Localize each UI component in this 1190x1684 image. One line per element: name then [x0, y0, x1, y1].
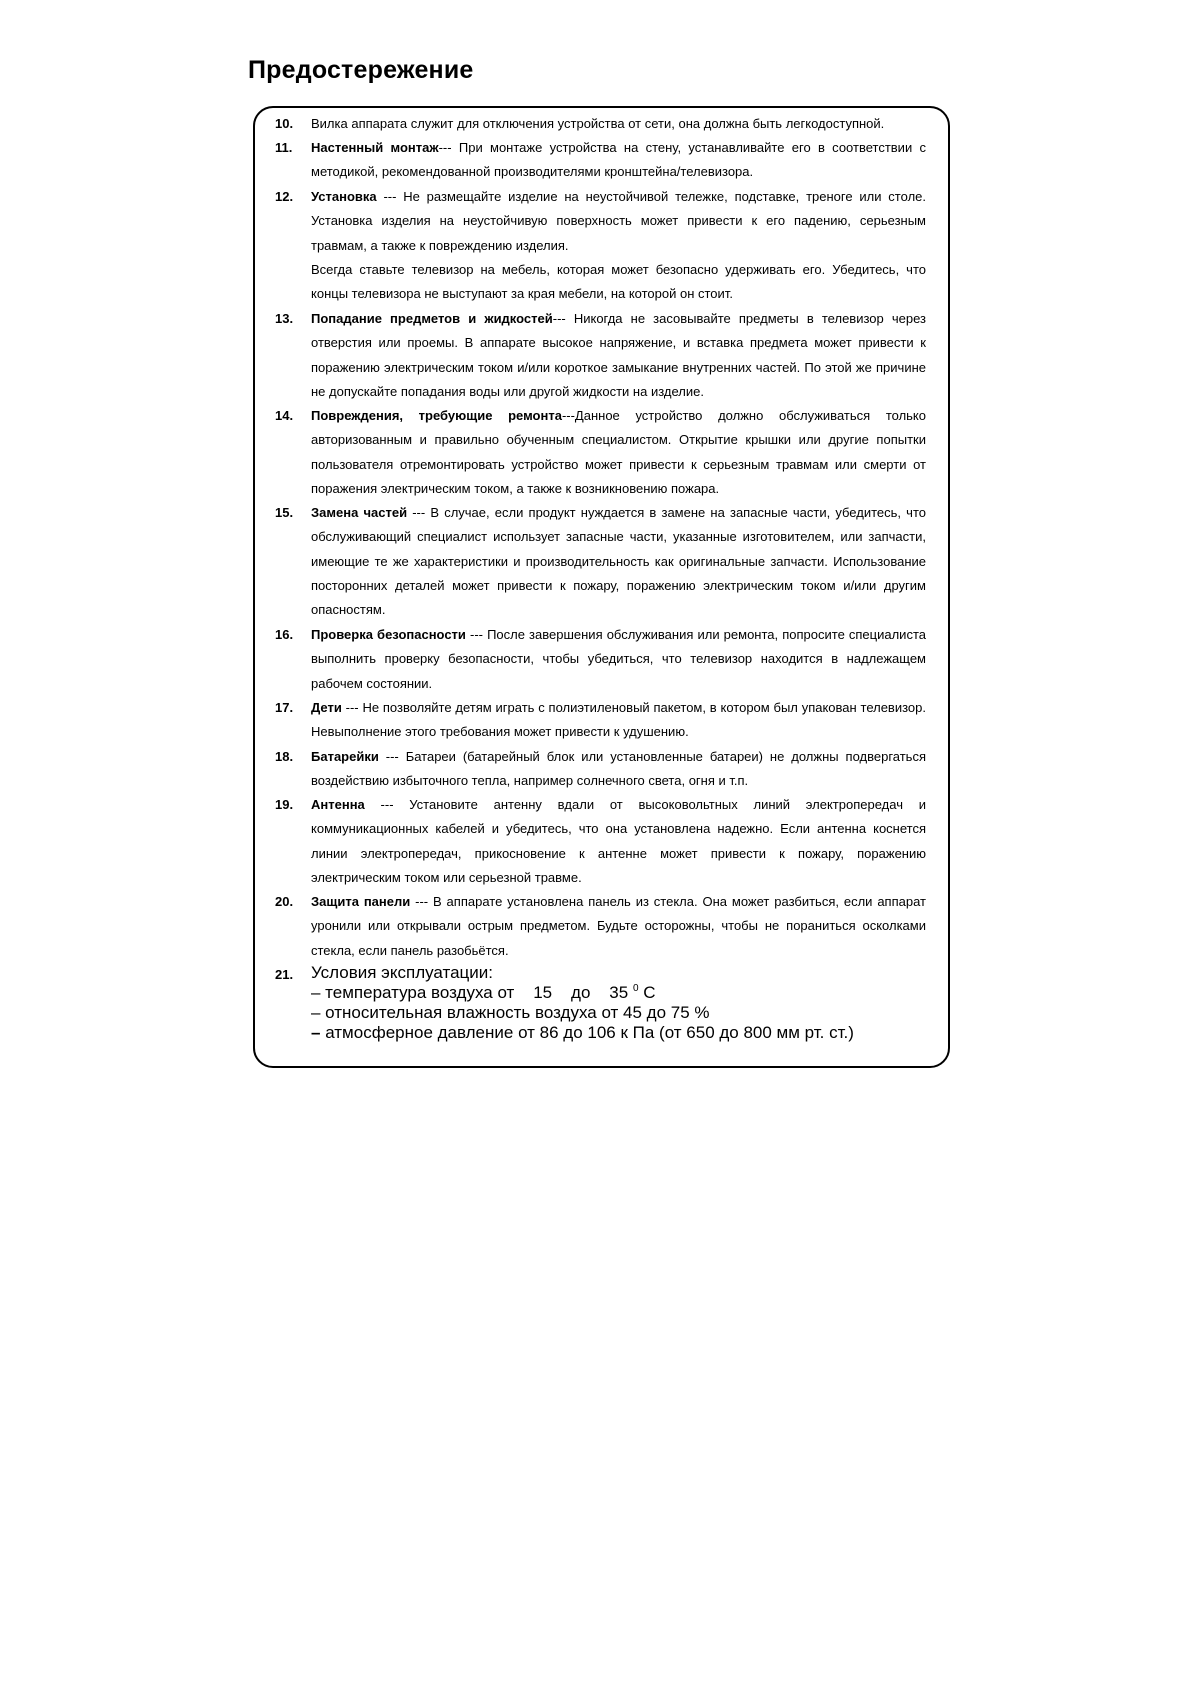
item-number: 16.	[275, 627, 294, 642]
item-number: 15.	[275, 505, 294, 520]
item-label: Антенна	[311, 797, 365, 812]
item-text: Проверка безопасности --- После завершения обслуживания или ремонта, попросите специалиста выполнить проверку безопасности, чтобы убедиться, что телевизор находится в надлежащем рабочем состоянии.	[311, 627, 926, 691]
item-text: Вилка аппарата служит для отключения устройства от сети, она должна быть легкодоступной.	[311, 116, 885, 131]
item-label: Замена частей	[311, 505, 408, 520]
page-title: Предостережение	[248, 56, 474, 84]
warning-box	[253, 106, 950, 1068]
item-number: 19.	[275, 797, 294, 812]
item-label: Повреждения, требующие ремонта	[311, 408, 562, 423]
item-number: 14.	[275, 408, 294, 423]
warning-list	[255, 108, 948, 1066]
item-number: 11.	[275, 140, 293, 155]
operating-conditions	[311, 963, 926, 1043]
conditions-heading: Условия эксплуатации:	[311, 963, 494, 982]
condition-temperature: – температура воздуха от 15 до 35 $^0$ С	[311, 983, 656, 1002]
item-label: Защита панели	[311, 894, 411, 909]
item-label: Попадание предметов и жидкостей	[311, 311, 553, 326]
item-text-continued: Всегда ставьте телевизор на мебель, которая может безопасно удерживать его. Убедитесь, что концы телевизора не выступают за края мебели, на которой он стоит.	[311, 261, 926, 302]
item-number: 12.	[275, 189, 294, 204]
item-label: Установка	[311, 189, 377, 204]
item-number: 10.	[275, 116, 294, 131]
item-label: Настенный монтаж	[311, 140, 439, 155]
item-text: Антенна --- Установите антенну вдали от высоковольтных линий электропередач и коммуникационных кабелей и убедитесь, что она установлена надежно. Если антенна коснется линии электропередач, прикосновение к антенне может привести к пожару, поражению электрическим током или серьезной травме.	[311, 797, 926, 885]
item-text: Настенный монтаж--- При монтаже устройства на стену, устанавливайте его в соответствии с методикой, рекомендованной производителями кронштейна/телевизора.	[311, 140, 926, 180]
item-number: 21.	[275, 967, 294, 982]
item-label: Дети	[311, 700, 342, 715]
item-number: 20.	[275, 894, 294, 909]
item-text: Замена частей --- В случае, если продукт нуждается в замене на запасные части, убедитесь, что обслуживающий специалист использует запасные части, указанные изготовителем, или запчасти, имеющие те же характеристики и производительность как оригинальные запчасти. Использование посторонних деталей может привести к пожару, поражению электрическим током и/или другим опасностям.	[311, 505, 926, 618]
condition-humidity: – относительная влажность воздуха от 45 до 75 %	[311, 1003, 710, 1022]
item-number: 17.	[275, 700, 294, 715]
item-number: 18.	[275, 749, 294, 764]
item-text: Повреждения, требующие ремонта---Данное устройство должно обслуживаться только авторизованным и правильно обученным специалистом. Открытие крышки или другие попытки пользователя отремонтировать устройство может привести к серьезным травмам или смерти от поражения электрическим током, а также к возникновению пожара.	[311, 408, 926, 496]
item-label: Проверка безопасности	[311, 627, 466, 642]
item-label: Батарейки	[311, 749, 379, 764]
degree-sign: 0	[632, 983, 639, 994]
item-text: Дети --- Не позволяйте детям играть с полиэтиленовый пакетом, в котором был упакован телевизор. Невыполнение этого требования может привести к удушению.	[311, 700, 926, 740]
item-text: Установка --- Не размещайте изделие на неустойчивой тележке, подставке, треноге или столе. Установка изделия на неустойчивую поверхность может привести к его падению, серьезным травмам, а также к повреждению изделия. Всегда ставьте телевизор на мебель, которая может безопасно удерживать его. Убедитесь, что концы телевизора не выступают за края мебели, на которой он стоит.	[311, 185, 926, 306]
item-text: Батарейки --- Батареи (батарейный блок или установленные батареи) не должны подвергаться воздействию избыточного тепла, например солнечного света, огня и т.п.	[311, 749, 926, 789]
item-number: 13.	[275, 311, 294, 326]
item-text: Защита панели --- В аппарате установлена панель из стекла. Она может разбиться, если аппарат уронили или открывали острым предметом. Будьте осторожны, чтобы не пораниться осколками стекла, если панель разобьётся.	[311, 894, 926, 958]
item-text: Попадание предметов и жидкостей--- Никогда не засовывайте предметы в телевизор через отверстия или проемы. В аппарате высокое напряжение, и вставка предмета может привести к поражению электрическим током и/или короткое замыкание внутренних частей. По этой же причине не допускайте попадания воды или другой жидкости на изделие.	[311, 311, 926, 399]
condition-pressure: – атмосферное давление от 86 до 106 к Па (от 650 до 800 мм рт. ст.)	[311, 1023, 854, 1042]
